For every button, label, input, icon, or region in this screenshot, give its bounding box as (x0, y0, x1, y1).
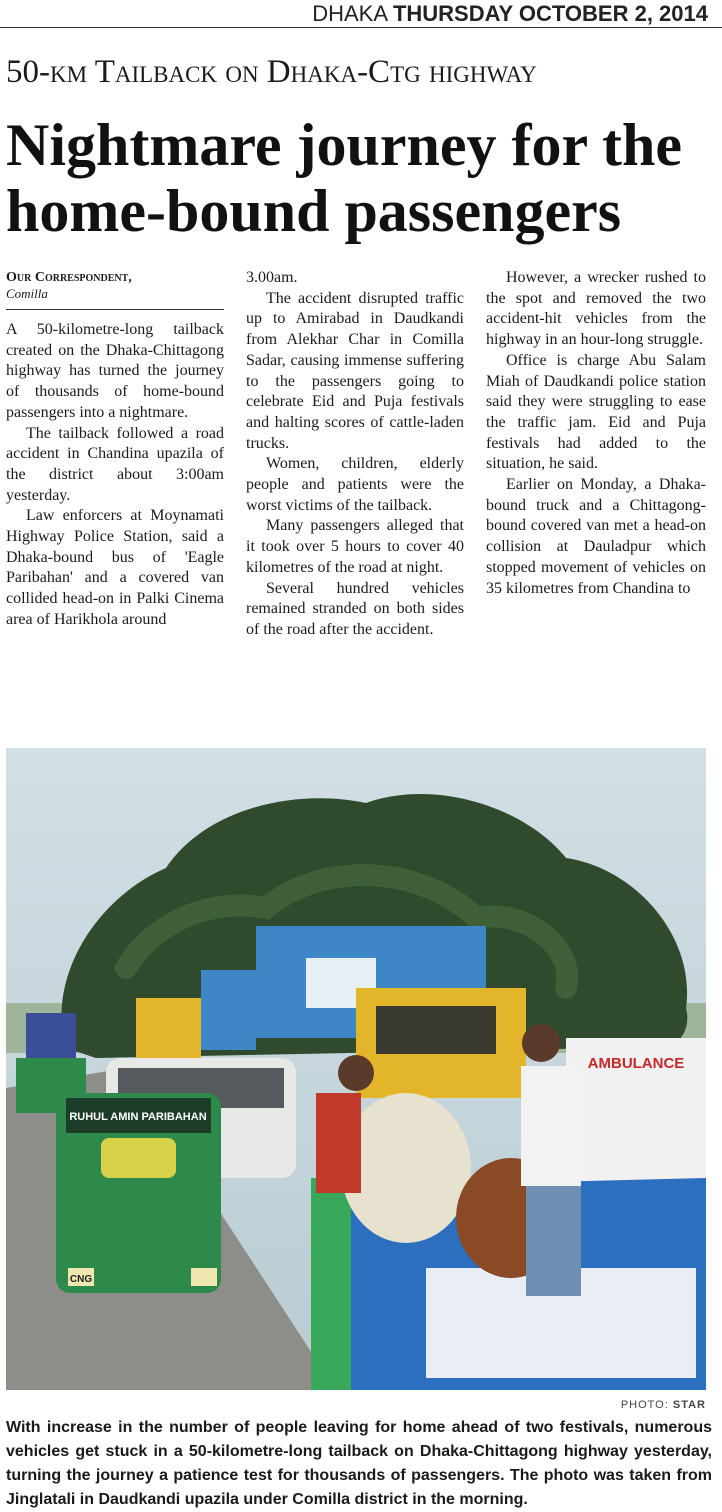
cng-plate-right (191, 1268, 217, 1286)
photo-caption: With increase in the number of people leaving for home ahead of two festivals, numerous vehicles get stuck in a 50-kilometre-long tailback on Dhaka-Chittagong highway yesterday, turning the journey a patience test for thousands of passengers. The photo was taken from Jinglatali in Daudkandi upazila under Comilla district in the morning. (6, 1419, 712, 1508)
man-left-head (338, 1055, 374, 1091)
man-right-lungi (526, 1186, 581, 1296)
man-left-shirt (316, 1093, 361, 1193)
byline-place: Comilla (6, 286, 48, 301)
body-column-3 (486, 268, 706, 728)
man-right-shirt (521, 1066, 581, 1186)
paragraph: Women, children, elderly people and patients were the worst victims of the tailback. (246, 455, 464, 514)
byline (6, 270, 224, 310)
paragraph: The tailback followed a road accident in Chandina upazila of the district about 3:00am yesterday. (6, 424, 224, 504)
distant-bus (26, 1013, 76, 1063)
paragraph: Many passengers alleged that it took over 5 hours to cover 40 kilometres of the road at night. (246, 517, 464, 576)
cng-plate-text: CNG (69, 1274, 93, 1285)
cng-painting (101, 1138, 176, 1178)
cng-header-text: RUHUL AMIN PARIBAHAN (69, 1111, 207, 1123)
paragraph: Several hundred vehicles remained stranded on both sides of the road after the accident. (246, 579, 464, 638)
kicker: 50-km Tailback on Dhaka-Ctg highway (6, 54, 537, 90)
photo-credit-label: PHOTO: (620, 1399, 669, 1411)
truck-windshield (376, 1006, 496, 1054)
paragraph: Earlier on Monday, a Dhaka-bound truck and a Chittagong-bound covered van met a head-on collision at Dauladpur which stopped movement of vehicles on 35 kilometres from Chandina to (486, 476, 706, 597)
paragraph: Office is charge Abu Salam Miah of Daudkandi police station said they were struggling to ease the traffic jam. Eid and Puja festivals had added to the situation, he said. (486, 351, 706, 473)
ambulance-text: AMBULANCE (587, 1055, 685, 1072)
dateline-date: THURSDAY OCTOBER 2, 2014 (392, 1, 708, 26)
paragraph: Law enforcers at Moynamati Highway Police Station, said a Dhaka-bound bus of 'Eagle Paribahan' and a covered van collided head-on in Palki Cinema area of Harikhola around (6, 507, 224, 628)
paragraph: A 50-kilometre-long tailback created on the Dhaka-Chittagong highway has turned the journey of thousands of home-bound passengers into a nightmare. (6, 321, 224, 421)
truck-side-post (311, 1178, 351, 1390)
paragraph: 3.00am. (246, 269, 298, 286)
photo-credit (6, 1399, 706, 1411)
dateline (0, 0, 722, 28)
paragraph: However, a wrecker rushed to the spot and removed the two accident-hit vehicles from the highway in an hour-long struggle. (486, 269, 706, 349)
headline: Nightmare journey for the home-bound passengers (6, 112, 682, 244)
dateline-city: DHAKA (312, 1, 387, 26)
body-column-2 (246, 268, 464, 728)
paragraph: The accident disrupted traffic up to Amirabad in Daudkandi from Alekhar Char in Comilla Sadar, causing immense suffering to the passengers going to celebrate Eid and Puja festivals and halting scores of cattle-laden trucks. (246, 289, 464, 452)
truck-blue-small (201, 970, 256, 1050)
byline-name: Our Correspondent, (6, 270, 132, 285)
man-right-head (522, 1024, 560, 1062)
news-photo (6, 748, 706, 1390)
distant-truck (136, 998, 201, 1058)
photo-credit-source: STAR (672, 1399, 706, 1411)
body-column-1 (6, 320, 224, 720)
